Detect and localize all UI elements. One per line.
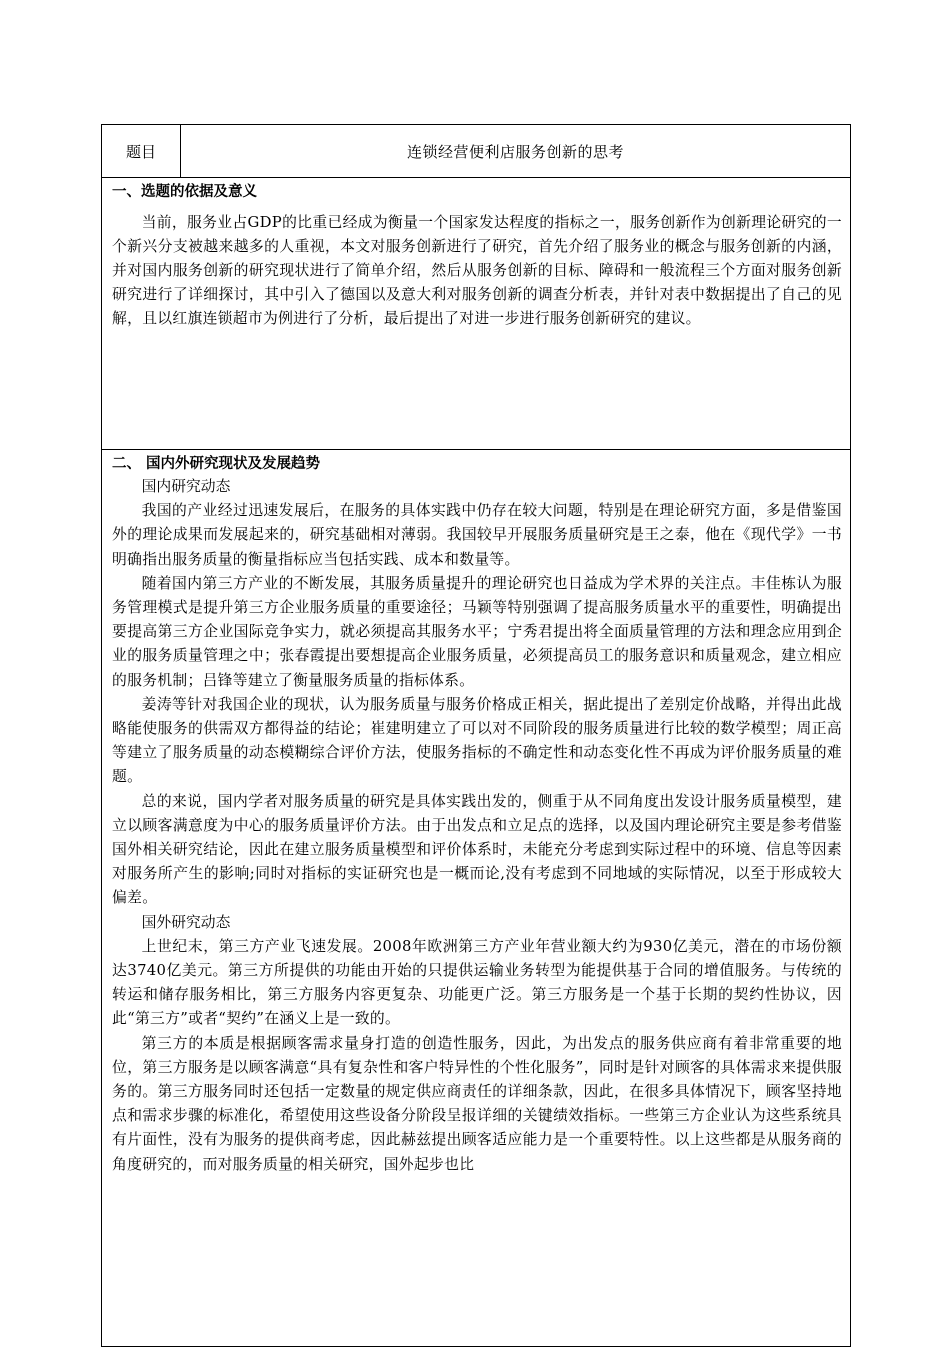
domestic-research-subheading: 国内研究动态 — [141, 478, 231, 495]
title-value: 连锁经营便利店服务创新的思考 — [406, 142, 624, 161]
title-label: 题目 — [102, 125, 181, 177]
section-2-heading — [112, 450, 842, 475]
section-1-paragraph: 当前，服务业占GDP的比重已经成为衡量一个国家发达程度的指标之一，服务创新作为创新理论研究的一个新兴分支被越来越多的人重视，本文对服务创新进行了研究，首先介绍了服务业的概念与服务创新的内涵，并对国内服务创新的研究现状进行了简单介绍，然后从服务创新的目标、障碍和一般流程三个方面对服务创新研究进行了详细探讨，其中引入了德国以及意大利对服务创新的调查分析表，并针对表中数据提出了自己的见解，且以红旗连锁超市为例进行了分析，最后提出了对进一步进行服务创新研究的建议。 — [112, 214, 842, 327]
domestic-paragraph: 姜涛等针对我国企业的现状，认为服务质量与服务价格成正相关，据此提出了差别定价战略，并得出此战略能使服务的供需双方都得益的结论；崔建明建立了可以对不同阶段的服务质量进行比较的数学模型；周正高等建立了服务质量的动态模糊综合评价方法，使服务指标的不确定性和动态变化性不再成为评价服务质量的难题。 — [112, 695, 842, 786]
section-research-status — [102, 450, 850, 1346]
foreign-paragraph: 第三方的本质是根据顾客需求量身打造的创造性服务，因此，为出发点的服务供应商有着非常重要的地位，第三方服务是以顾客满意“具有复杂性和客户特异性的个性化服务”，同时是针对顾客的具体需求来提供服务的。第三方服务同时还包括一定数量的规定供应商责任的详细条款，因此，在很多具体情况下，顾客坚持地点和需求步骤的标准化，希望使用这些设备分阶段呈报详细的关键绩效指标。一些第三方企业认为这些系统具有片面性，没有为服务的提供商考虑，因此赫兹提出顾客适应能力是一个重要特性。以上这些都是从服务商的角度研究的，而对服务质量的相关研究，国外起步也比 — [112, 1034, 842, 1173]
domestic-paragraph: 总的来说，国内学者对服务质量的研究是具体实践出发的，侧重于从不同角度出发设计服务质量模型，建立以顾客满意度为中心的服务质量评价方法。由于出发点和立足点的选择，以及国内理论研究主要是参考借鉴国外相关研究结论，因此在建立服务质量模型和评价体系时，未能充分考虑到实际过程中的环境、信息等因素对服务所产生的影响;同时对指标的实证研究也是一概而论,没有考虑到不同地域的实际情况，以至于形成较大偏差。 — [112, 792, 842, 907]
foreign-paragraph: 上世纪末，第三方产业飞速发展。2008年欧洲第三方产业年营业额大约为930亿美元，潜在的市场份额达3740亿美元。第三方所提供的功能由开始的只提供运输业务转型为能提供基于合同的增值服务。与传统的转运和储存服务相比，第三方服务内容更复杂、功能更广泛。第三方服务是一个基于长期的契约性协议，因此“第三方”或者“契约”在涵义上是一致的。 — [112, 937, 842, 1028]
section-2-heading-number: 二、 — [112, 456, 141, 472]
title-row — [102, 125, 850, 178]
domestic-paragraph: 我国的产业经过迅速发展后，在服务的具体实践中仍存在较大问题，特别是在理论研究方面，多是借鉴国外的理论成果而发展起来的，研究基础相对薄弱。我国较早开展服务质量研究是王之泰，他在《现代学》一书明确指出服务质量的衡量指标应当包括实践、成本和数量等。 — [112, 502, 842, 568]
foreign-research-subheading: 国外研究动态 — [141, 913, 231, 931]
section-1-heading: 一、选题的依据及意义 — [112, 184, 257, 200]
section-2-heading-text: 国内外研究现状及发展趋势 — [146, 456, 320, 472]
domestic-paragraph: 随着国内第三方产业的不断发展，其服务质量提升的理论研究也日益成为学术界的关注点。丰佳栋认为服务管理模式是提升第三方企业服务质量的重要途径；马颖等特别强调了提高服务质量水平的重要性，明确提出要提高第三方企业国际竞争实力，就必须提高其服务水平；宁秀君提出将全面质量管理的方法和理念应用到企业的服务质量管理之中；张春霞提出要想提高企业服务质量，必须提高员工的服务意识和质量观念，建立相应的服务机制；吕锋等建立了衡量服务质量的指标体系。 — [112, 574, 842, 689]
proposal-form-table — [101, 124, 851, 1347]
section-topic-basis — [102, 178, 850, 450]
